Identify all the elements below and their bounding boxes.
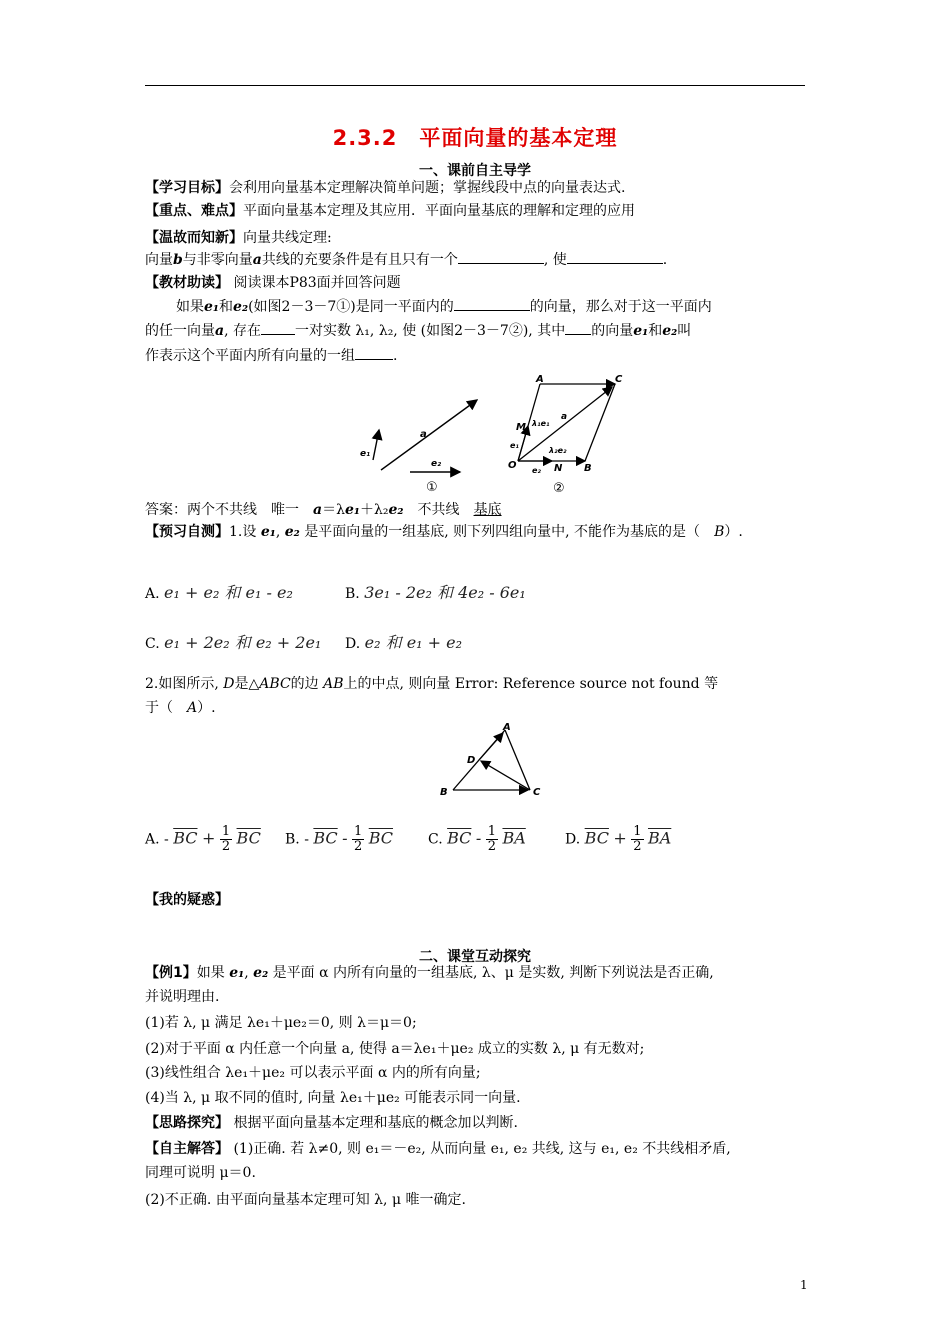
section-heading-1: 一、课前自主导学: [419, 163, 531, 179]
option-expression: e₂ 和 e₁ + e₂: [364, 633, 463, 652]
label-O: O: [508, 460, 517, 471]
text: 的边: [290, 676, 324, 692]
self-solution-line1: [145, 1138, 810, 1160]
numerator: 1: [221, 824, 231, 839]
figure-number-1: ①: [426, 480, 438, 495]
figure-vectors-e1-e2-a: [355, 390, 485, 496]
label-e1: e₁: [510, 441, 519, 450]
label-e1: e₁: [360, 449, 371, 459]
option-label: D.: [565, 831, 581, 848]
example-1-item-4: (4)当 λ, μ 取不同的值时, 向量 λe₁＋μe₂ 可能表示同一向量.: [145, 1090, 521, 1106]
q2-option-b: [285, 825, 393, 854]
label-N: N: [554, 463, 563, 474]
text: , 使: [543, 252, 567, 268]
fraction: [631, 825, 643, 854]
q1-option-a: [145, 580, 293, 603]
fraction: [220, 825, 232, 854]
vector-a-arrow: [381, 400, 477, 470]
q2-option-d: [565, 825, 671, 854]
denominator: 2: [221, 839, 231, 854]
vector: $\overline{BC}$: [447, 828, 472, 848]
blank: [355, 345, 393, 360]
pretest-label: 【预习自测】: [145, 524, 229, 540]
label-B: B: [584, 463, 592, 474]
label-A: A: [503, 722, 511, 733]
text: 答案：两个不共线 唯一: [145, 502, 313, 518]
text: 如果: [176, 299, 204, 315]
fraction: [486, 825, 498, 854]
text: 与非零向量: [182, 252, 253, 268]
text: 和: [219, 299, 234, 315]
q1-option-d: [345, 630, 462, 653]
operator: +: [613, 828, 627, 848]
text: , 存在: [224, 323, 261, 339]
operator: -: [342, 828, 348, 848]
vector-e1: e₁: [229, 965, 245, 981]
option-expression: 3e₁ - 2e₂ 和 4e₂ - 6e₁: [364, 583, 526, 602]
vector-e2: e₂: [662, 323, 678, 339]
my-doubts-heading: 【我的疑惑】: [145, 892, 229, 908]
figure-parallelogram-decomposition: [500, 370, 635, 498]
answer-choice: A: [187, 700, 198, 716]
page-number: 1: [800, 1278, 808, 1292]
example-1-line2: 并说明理由.: [145, 989, 220, 1005]
text: 是平面 α 内所有向量的一组基底, λ、μ 是实数, 判断下列说法是否正确,: [268, 965, 714, 981]
label-B: B: [440, 787, 448, 798]
text: 是平面向量的一组基底, 则下列四组向量中, 不能作为基底的是（: [299, 524, 715, 540]
vector: $\overline{BC}$: [236, 828, 261, 848]
text: 不共线: [403, 502, 474, 518]
option-label: C.: [428, 831, 443, 848]
label-D: D: [467, 755, 476, 766]
text: ＋λ₂: [360, 502, 389, 518]
label-a: a: [561, 412, 568, 422]
fraction: [352, 825, 364, 854]
operator: +: [201, 828, 216, 848]
key-points: [145, 200, 810, 222]
review: [145, 227, 810, 249]
review-label: 【温故而知新】: [145, 230, 243, 246]
text: 2.如图所示,: [145, 676, 224, 692]
blank: [454, 296, 530, 311]
key-label: 【重点、难点】: [145, 203, 243, 219]
solve-label: 【自主解答】: [145, 1141, 229, 1157]
text: ）.: [197, 700, 216, 716]
text: 的向量，那么对于这一平面内: [529, 299, 712, 315]
aid-paragraph-line3: [145, 345, 810, 367]
example-label: 【例1】: [145, 965, 197, 981]
label-e2: e₂: [431, 459, 442, 469]
side-AB: AB: [323, 676, 344, 692]
vector: $\overline{BC}$: [313, 828, 338, 848]
vector-e1: e₁: [204, 299, 220, 315]
option-label: B.: [345, 586, 360, 602]
side-AC: [505, 730, 530, 790]
vector: $\overline{BC}$: [584, 828, 609, 848]
vector-e1: e₁: [633, 323, 649, 339]
text: 和: [648, 323, 663, 339]
self-solution-line3: (2)不正确. 由平面向量基本定理可知 λ, μ 唯一确定.: [145, 1192, 466, 1208]
label-e2: e₂: [532, 466, 541, 475]
text: .: [393, 348, 398, 364]
label-M: M: [516, 422, 526, 433]
option-expression: e₁ + 2e₂ 和 e₂ + 2e₁: [164, 633, 322, 652]
blank: [565, 320, 591, 335]
vector-a: a: [215, 323, 225, 339]
numerator: 1: [487, 824, 497, 839]
idea-exploration: [145, 1112, 810, 1134]
text: 1.设: [229, 524, 261, 540]
vector: $\overline{BC}$: [368, 828, 394, 848]
example-1-line1: [145, 962, 810, 984]
aid-label: 【教材助读】: [145, 275, 229, 291]
q1-option-c: [145, 630, 321, 653]
option-label: D.: [345, 636, 361, 652]
vector-e1: e₁: [260, 524, 276, 540]
label-A: A: [536, 374, 544, 385]
option-label: A. -: [145, 831, 169, 848]
numerator: 1: [633, 824, 642, 839]
goal-text: 会利用向量基本定理解决简单问题；掌握线段中点的向量表达式.: [229, 180, 626, 196]
text: ,: [275, 524, 285, 540]
answer-basis: 基底: [473, 502, 502, 518]
solve-text: (1)正确. 若 λ≠0, 则 e₁＝－e₂, 从而向量 e₁, e₂ 共线, 这与 e₁, e₂ 不共线相矛盾,: [229, 1141, 731, 1157]
text: 于（: [145, 700, 187, 716]
learning-goal: [145, 177, 810, 199]
text: ＝λ: [322, 502, 345, 518]
aid-text: 阅读课本P83面并回答问题: [229, 275, 401, 291]
vector-e2: e₂: [233, 299, 249, 315]
example-1-item-2: (2)对于平面 α 内任意一个向量 a, 使得 a＝λe₁＋μe₂ 成立的实数 λ, μ 有无数对;: [145, 1041, 645, 1057]
figure-number-2: ②: [553, 481, 565, 496]
figure-triangle-ABC: [435, 720, 545, 800]
denominator: 2: [353, 839, 363, 854]
vector: $\overline{BC}$: [173, 828, 198, 848]
textbook-aid: [145, 272, 810, 294]
vector-e1: e₁: [344, 502, 360, 518]
q2-option-a: [145, 825, 261, 854]
q2-option-c: [428, 825, 526, 854]
text: 叫: [677, 323, 692, 339]
page-title: 2.3.2 平面向量的基本定理: [332, 126, 618, 150]
numerator: 1: [353, 824, 363, 839]
blank: [567, 249, 663, 264]
blank: [261, 320, 295, 335]
answer-line: [145, 499, 810, 521]
vector-e2: e₂: [253, 965, 269, 981]
pretest-question-1: [145, 521, 810, 543]
vector-e2: e₂: [284, 524, 300, 540]
key-text: 平面向量基本定理及其应用．平面向量基底的理解和定理的应用: [243, 203, 635, 219]
text: 如果: [196, 965, 230, 981]
self-solution-line2: 同理可说明 μ＝0.: [145, 1165, 256, 1181]
denominator: 2: [633, 839, 642, 854]
vector-a: a: [313, 502, 323, 518]
option-label: B. -: [285, 831, 309, 848]
triangle-ABC: ABC: [259, 676, 291, 692]
vector-e2: e₂: [388, 502, 404, 518]
label-lambda2-e2: λ₂e₂: [549, 446, 567, 455]
text: 向量: [145, 252, 173, 268]
vector-a: a: [252, 252, 262, 268]
vector: $\overline{BA}$: [647, 828, 672, 848]
label-C: C: [615, 374, 623, 385]
example-1-item-1: (1)若 λ, μ 满足 λe₁＋μe₂＝0, 则 λ＝μ＝0;: [145, 1015, 417, 1031]
review-line: [145, 249, 810, 271]
header-rule: [145, 85, 805, 86]
text: 作表示这个平面内所有向量的一组: [145, 348, 355, 364]
text: 的向量: [591, 323, 634, 339]
text: 是△: [234, 676, 260, 692]
question-2-line1: [145, 673, 810, 695]
idea-label: 【思路探究】: [145, 1115, 229, 1131]
section-heading-2: 二、课堂互动探究: [419, 949, 531, 965]
text: (如图2－3－7①)是同一平面内的: [248, 299, 454, 315]
idea-text: 根据平面向量基本定理和基底的概念加以判断.: [229, 1115, 518, 1131]
text: 共线的充要条件是有且只有一个: [261, 252, 458, 268]
edge-CB: [585, 384, 615, 461]
denominator: 2: [487, 839, 497, 854]
text: .: [662, 252, 668, 268]
vector-DA: [479, 733, 503, 760]
operator: -: [475, 828, 482, 848]
text: 上的中点, 则向量 Error: Reference source not found 等: [343, 676, 719, 692]
text: 的任一向量: [145, 323, 215, 339]
label-a: a: [420, 429, 427, 440]
goal-label: 【学习目标】: [145, 180, 229, 196]
blank: [458, 249, 544, 264]
aid-paragraph-line1: [176, 296, 841, 318]
q1-option-b: [345, 580, 526, 603]
answer-choice: B: [714, 524, 725, 540]
text: ）.: [724, 524, 743, 540]
aid-paragraph-line2: [145, 320, 810, 342]
vector-e1-arrow: [373, 430, 379, 460]
option-label: C.: [145, 636, 160, 652]
review-text: 向量共线定理:: [243, 230, 332, 246]
vector: $\overline{BA}$: [502, 828, 526, 848]
option-expression: e₁ + e₂ 和 e₁ - e₂: [164, 583, 293, 602]
question-2-line2: [145, 697, 810, 719]
point-D: D: [223, 676, 235, 692]
option-label: A.: [145, 586, 160, 602]
label-C: C: [533, 787, 541, 798]
text: 一对实数 λ₁, λ₂, 使 (如图2－3－7②), 其中: [294, 323, 566, 339]
label-lambda1-e1: λ₁e₁: [532, 419, 550, 428]
text: ,: [244, 965, 254, 981]
vector-b: b: [173, 252, 183, 268]
example-1-item-3: (3)线性组合 λe₁＋μe₂ 可以表示平面 α 内的所有向量;: [145, 1065, 481, 1081]
vector-CD: [481, 761, 530, 790]
